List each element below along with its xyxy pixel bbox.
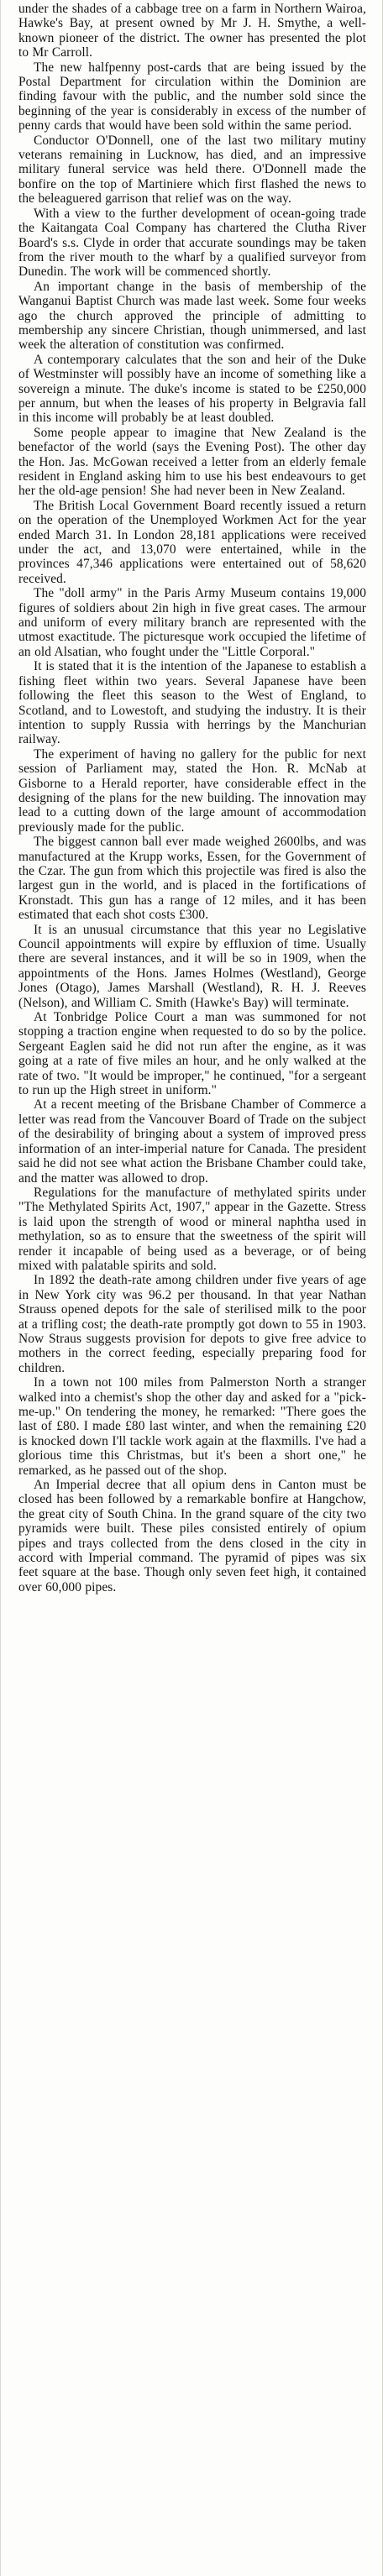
paragraph-fragment-cabbage-tree: under the shades of a cabbage tree on a farm in Northern Wairoa, Hawke's Bay, at present owned by Mr J. H. Smythe, a well-known pioneer of the district. The owner has presented the plot to Mr Carroll. <box>18 2 366 60</box>
paragraph-doll-army: The "doll army" in the Paris Army Museum contains 19,000 figures of soldiers about 2in high in five great cases. The armour and uniform of every military branch are represented with the utmost exactitude. The picturesque work occupied the lifetime of an old Alsatian, who fought under the "Little Corporal." <box>18 586 366 659</box>
paragraph-halfpenny-post-cards: The new halfpenny post-cards that are being issued by the Postal Department for circulation within the Dominion are finding favour with the public, and the number sold since the beginning of the year is considerably in excess of the number of penny cards that would have been sold within the same period. <box>18 60 366 134</box>
news-column <box>18 2 366 1594</box>
paragraph-tonbridge-police-court: At Tonbridge Police Court a man was summoned for not stopping a traction engine when requested to do so by the police. Sergeant Eaglen said he did not run after the engine, as it was going at a rate of five miles an hour, and he only walked at the rate of two. "It would be improper," he continued, "for a sergeant to run up the High street in uniform." <box>18 1010 366 1098</box>
paragraph-kaitangata-coal: With a view to the further development of ocean-going trade the Kaitangata Coal Company has chartered the Clutha River Board's s.s. Clyde in order that accurate soundings may be taken from the river mouth to the wharf by a qualified surveyor from Dunedin. The work will be commenced shortly. <box>18 206 366 280</box>
paragraph-brisbane-chamber: At a recent meeting of the Brisbane Chamber of Commerce a letter was read from the Vancouver Board of Trade on the subject of the desirability of bringing about a system of improved press information of an inter-imperial nature for Canada. The president said he did not see what action the Brisbane Chamber could take, and the matter was allowed to drop. <box>18 1097 366 1186</box>
paragraph-old-age-pension: Some people appear to imagine that New Zealand is the benefactor of the world (says the Evening Post). The other day the Hon. Jas. McGowan received a letter from an elderly female resident in England asking him to use his best endeavours to get her the old-age pension! She had never been in New Zealand. <box>18 425 366 499</box>
paragraph-baptist-church: An important change in the basis of membership of the Wanganui Baptist Church was made last week. Some four weeks ago the church approved the principle of admitting to membership any sincere Christian, though unimmersed, and last week the alteration of constitution was confirmed. <box>18 279 366 353</box>
paragraph-duke-of-westminster: A contemporary calculates that the son and heir of the Duke of Westminster will possibly have an income of something like a sovereign a minute. The duke's income is stated to be £250,000 per annum, but when the leases of his property in Belgravia fall in this income will probably be at least doubled. <box>18 352 366 426</box>
paragraph-unemployed-workmen-act: The British Local Government Board recently issued a return on the operation of the Unemployed Workmen Act for the year ended March 31. In London 28,181 applications were received under the act, and 13,070 were entertained, while in the provinces 47,346 applications were entertained out of 58,620 received. <box>18 498 366 586</box>
paragraph-opium-dens-bonfire: An Imperial decree that all opium dens in Canton must be closed has been followed by a remarkable bonfire at Hangchow, the great city of South China. In the grand square of the city two pyramids were built. These piles consisted entirely of opium pipes and trays collected from the dens closed in the city in accord with Imperial command. The pyramid of pipes was six feet square at the base. Though only seven feet high, it contained over 60,000 pipes. <box>18 1478 366 1594</box>
paragraph-japanese-fishing-fleet: It is stated that it is the intention of the Japanese to establish a fishing fleet within two years. Several Japanese have been following the fleet this season to the West of England, to Scotland, and to Lowestoft, and studying the industry. It is their intention to supply Russia with herrings by the Manchurian railway. <box>18 659 366 747</box>
paragraph-methylated-spirits: Regulations for the manufacture of methylated spirits under "The Methylated Spirits Act, 1907," appear in the Gazette. Stress is laid upon the strength of wood or mineral naphtha used in methylation, so as to ensure that the sweetness of the spirit will render it incapable of being used as a beverage, or of being mixed with palatable spirits and sold. <box>18 1185 366 1273</box>
paragraph-parliament-gallery: The experiment of having no gallery for the public for next session of Parliament may, stated the Hon. R. McNab at Gisborne to a Herald reporter, have considerable effect in the designing of the plans for the new building. The innovation may lead to a cutting down of the large amount of accommodation previously made for the public. <box>18 746 366 835</box>
paragraph-legislative-council: It is an unusual circumstance that this year no Legislative Council appointments will expire by effluxion of time. Usually there are several instances, and it will be so in 1909, when the appointments of the Hons. James Holmes (Westland), George Jones (Otago), James Marshall (Westland), R. H. J. Reeves (Nelson), and William C. Smith (Hawke's Bay) will terminate. <box>18 922 366 1010</box>
paragraph-palmerston-north-stranger: In a town not 100 miles from Palmerston North a stranger walked into a chemist's shop the other day and asked for a "pick-me-up." On tendering the money, he remarked: "There goes the last of £80. I made £80 last winter, and when the remaining £20 is knocked down I'll tackle work again at the flaxmills. I've had a glorious time this Christmas, but it's been a short one," he remarked, as he passed out of the shop. <box>18 1375 366 1478</box>
paragraph-conductor-odonnell: Conductor O'Donnell, one of the last two military mutiny veterans remaining in Lucknow, has died, and an impressive military funeral service was held there. O'Donnell made the bonfire on the top of Martiniere which first flashed the news to the beleaguered garrison that relief was on the way. <box>18 133 366 207</box>
left-margin-rule <box>0 0 1 2576</box>
paragraph-biggest-cannon-ball: The biggest cannon ball ever made weighed 2600lbs, and was manufactured at the Krupp works, Essen, for the Government of the Czar. The gun from which this projectile was fired is also the largest gun in the world, and is placed in the fortifications of Kronstadt. This gun has a range of 12 miles, and it has been estimated that each shot costs £300. <box>18 835 366 923</box>
paragraph-new-york-death-rate: In 1892 the death-rate among children under five years of age in New York city was 96.2 per thousand. In that year Nathan Strauss opened depots for the sale of sterilised milk to the poor at a trifling cost; the death-rate promptly got down to 55 in 1903. Now Straus suggests provision for depots to give free advice to mothers in the correct feeding, especially preparing food for children. <box>18 1273 366 1375</box>
